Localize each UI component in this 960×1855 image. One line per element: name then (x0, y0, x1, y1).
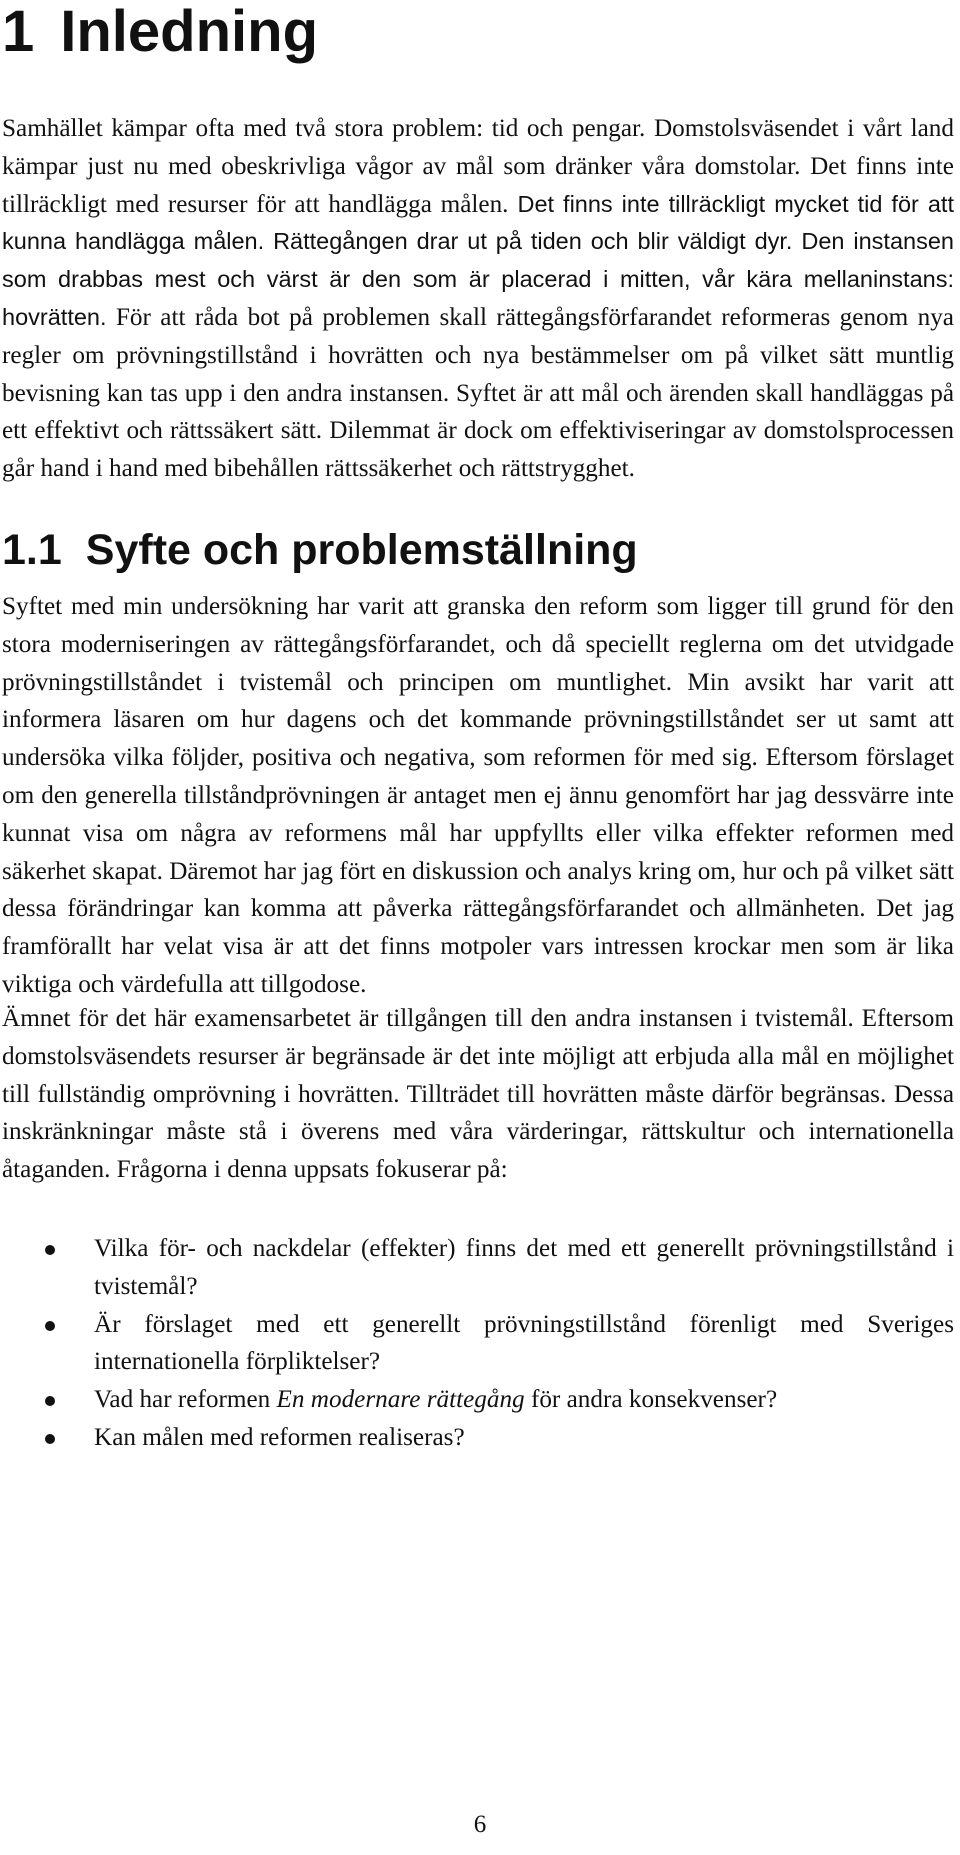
intro-text-part2: Det finns inte tillräckligt mycket tid för att kunna handlägga målen. Rättegången drar ut på tiden och blir väldigt dyr. Den instansen som drabbas mest och värst är den som är placerad i mitten, vår kära mellaninstans: hovrätten. (2, 190, 954, 330)
intro-paragraph (2, 110, 954, 488)
list-item (2, 1230, 954, 1306)
list-item (2, 1306, 954, 1382)
question-list (2, 1230, 954, 1457)
chapter-number: 1 (2, 0, 35, 64)
list-item (2, 1419, 954, 1457)
topic-paragraph: Ämnet för det här examensarbetet är tillgången till den andra instansen i tvistemål. Eftersom domstolsväsendets resurser är begränsade är det inte möjligt att erbjuda alla mål en möjlighet till fullständig omprövning i hovrätten. Tillträdet till hovrätten måste därför begränsas. Dessa inskränkningar måste stå i överens med våra värderingar, rättskultur och internationella åtaganden. Frågorna i denna uppsats fokuserar på: (2, 1005, 954, 1184)
question-text: Är förslaget med ett generellt prövningstillstånd förenligt med Sveriges internationella förpliktelser? (94, 1310, 954, 1376)
question-text: Kan målen med reformen realiseras? (94, 1423, 465, 1451)
chapter-title: Inledning (60, 0, 319, 64)
section-title: Syfte och problemställning (85, 526, 638, 574)
page-content (2, 0, 954, 1451)
purpose-paragraph: Syftet med min undersökning har varit att granska den reform som ligger till grund för den stora moderniseringen av rättegångsförfarandet, och då speciellt reglerna om det utvidgade prövningstillståndet i tvistemål och principen om muntlighet. Min avsikt har varit att informera läsaren om hur dagens och det kommande prövningstillståndet ser ut samt att undersöka vilka följder, positiva och negativa, som reformen för med sig. Eftersom förslaget om den generella tillståndprövningen är antaget men ej ännu genomfört har jag dessvärre inte kunnat visa om några av reformens mål har uppfyllts eller vilka effekter reformen med säkerhet skapat. Däremot har jag fört en diskussion och analys kring om, hur och på vilket sätt dessa förändringar kan komma att påverka rättegångsförfarandet och allmänheten. Det jag framförallt har velat visa är att det finns motpoler vars intressen krockar men som är lika viktiga och värdefulla att tillgodose. (2, 593, 954, 998)
section-heading (2, 525, 638, 575)
bullet-icon (45, 1321, 55, 1331)
page-number: 6 (473, 1811, 487, 1838)
question-text-before: Vad har reformen (94, 1386, 277, 1414)
bullet-icon (45, 1434, 55, 1444)
bullet-icon (45, 1396, 55, 1406)
question-text: Vilka för- och nackdelar (effekter) finns det med ett generellt prövningstillstånd i tvistemål? (94, 1235, 954, 1300)
question-text-after: för andra konsekvenser? (524, 1386, 778, 1414)
intro-text-part3: För att råda bot på problemen skall rättegångsförfarandet reformeras genom nya regler om prövningstillstånd i hovrätten och nya bestämmelser om på vilket sätt muntlig bevisning kan tas upp i den andra instansen. Syftet är att mål och ärenden skall handläggas på ett effektivt och rättssäkert sätt. Dilemmat är dock om effektiviseringar av domstolsprocessen går hand i hand med bibehållen rättssäkerhet och rättstrygghet. (2, 303, 954, 483)
list-item (2, 1381, 954, 1419)
section-number: 1.1 (2, 526, 62, 574)
intro-text-part1: Samhället kämpar ofta med två stora problem: tid och pengar. Domstolsväsendet i vårt land kämpar just nu med obeskrivliga vågor av mål som dränker våra domstolar. Det finns inte tillräckligt med resurser för att handlägga målen. (2, 115, 954, 218)
question-text-italic: En modernare rättegång (276, 1386, 525, 1414)
bullet-icon (45, 1245, 55, 1255)
chapter-heading (2, 0, 954, 64)
